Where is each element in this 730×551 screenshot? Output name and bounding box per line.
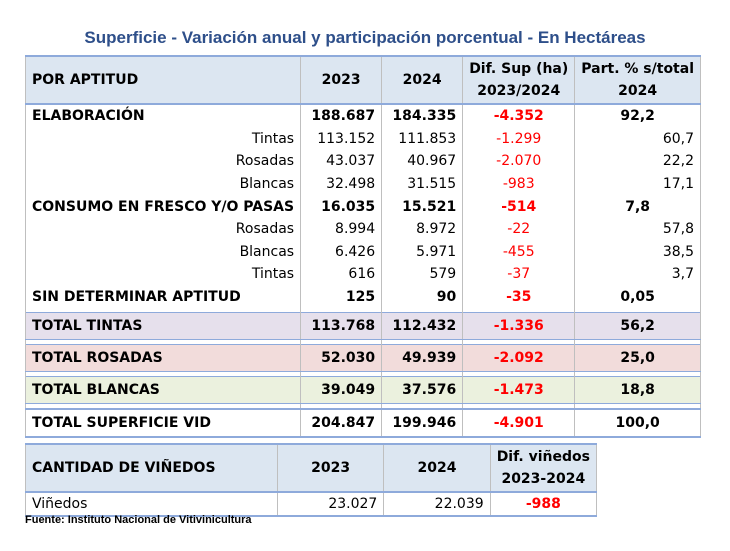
row-dif: -455: [463, 241, 575, 264]
total-2023: 39.049: [301, 377, 382, 404]
header-dif-sup-line2: 2023/2024: [477, 83, 561, 99]
vinedos-header-row: [26, 444, 597, 492]
row-2023: 43.037: [301, 150, 382, 173]
header-cantidad-vinedos: CANTIDAD DE VIÑEDOS: [26, 444, 278, 492]
row-2023: 23.027: [277, 492, 383, 516]
header-dif-sup: [463, 56, 575, 104]
header-2024: 2024: [384, 444, 490, 492]
total-2023: 52.030: [301, 345, 382, 372]
total-label: TOTAL TINTAS: [26, 313, 301, 340]
header-part: [575, 56, 701, 104]
row-2024: 31.515: [382, 173, 463, 196]
row-part: 22,2: [575, 150, 701, 173]
total-label: TOTAL ROSADAS: [26, 345, 301, 372]
row-2024: 8.972: [382, 218, 463, 241]
header-part-line1: Part. % s/total: [581, 61, 694, 77]
row-dif: -514: [463, 195, 575, 218]
row-2023: 6.426: [301, 241, 382, 264]
row-2023: 188.687: [301, 104, 382, 128]
table-row: [26, 286, 701, 309]
total-label: TOTAL SUPERFICIE VID: [26, 409, 301, 437]
total-part: 56,2: [575, 313, 701, 340]
table-row: [26, 195, 701, 218]
row-dif: -2.070: [463, 150, 575, 173]
row-dif: -4.352: [463, 104, 575, 128]
total-row-superficie: [26, 409, 701, 437]
table-row: [26, 150, 701, 173]
row-part: 0,05: [575, 286, 701, 309]
total-row-rosadas: [26, 345, 701, 372]
page-title: Superficie - Variación anual y participación porcentual - En Hectáreas: [84, 28, 646, 47]
row-2023: 16.035: [301, 195, 382, 218]
row-part: 7,8: [575, 195, 701, 218]
header-dif-vinedos-line1: Dif. viñedos: [496, 449, 590, 465]
header-part-line2: 2024: [618, 83, 658, 99]
table-row: [26, 218, 701, 241]
total-part: 18,8: [575, 377, 701, 404]
row-2024: 184.335: [382, 104, 463, 128]
row-label: Viñedos: [26, 492, 278, 516]
row-part: 3,7: [575, 263, 701, 286]
row-2024: 90: [382, 286, 463, 309]
header-2023: 2023: [301, 56, 382, 104]
row-label: Rosadas: [26, 150, 301, 173]
total-row-blancas: [26, 377, 701, 404]
total-dif: -2.092: [463, 345, 575, 372]
row-label: Tintas: [26, 128, 301, 151]
row-label: SIN DETERMINAR APTITUD: [26, 286, 301, 309]
total-part: 100,0: [575, 409, 701, 437]
table-row: [26, 241, 701, 264]
total-dif: -4.901: [463, 409, 575, 437]
row-dif: -35: [463, 286, 575, 309]
total-row-tintas: [26, 313, 701, 340]
total-2024: 112.432: [382, 313, 463, 340]
row-part: 60,7: [575, 128, 701, 151]
row-label: Rosadas: [26, 218, 301, 241]
total-dif: -1.336: [463, 313, 575, 340]
row-2024: 579: [382, 263, 463, 286]
total-2023: 204.847: [301, 409, 382, 437]
header-por-aptitud: POR APTITUD: [26, 56, 301, 104]
header-2023: 2023: [277, 444, 383, 492]
row-label: ELABORACIÓN: [26, 104, 301, 128]
vinedos-table: [25, 443, 597, 517]
row-dif: -1.299: [463, 128, 575, 151]
row-part: 57,8: [575, 218, 701, 241]
row-2023: 616: [301, 263, 382, 286]
total-2024: 37.576: [382, 377, 463, 404]
row-part: 92,2: [575, 104, 701, 128]
row-2023: 125: [301, 286, 382, 309]
row-2023: 113.152: [301, 128, 382, 151]
row-dif: -983: [463, 173, 575, 196]
row-label: Tintas: [26, 263, 301, 286]
table-row: [26, 128, 701, 151]
row-2024: 5.971: [382, 241, 463, 264]
row-part: 38,5: [575, 241, 701, 264]
superficie-table: [25, 55, 701, 438]
table-header-row: [26, 56, 701, 104]
header-dif-vinedos: [490, 444, 596, 492]
row-2024: 15.521: [382, 195, 463, 218]
row-label: Blancas: [26, 173, 301, 196]
table-row: [26, 104, 701, 128]
row-dif: -988: [490, 492, 596, 516]
row-part: 17,1: [575, 173, 701, 196]
total-2024: 199.946: [382, 409, 463, 437]
row-2023: 32.498: [301, 173, 382, 196]
header-dif-sup-line1: Dif. Sup (ha): [469, 61, 569, 77]
source-note: Fuente: Instituto Nacional de Vitivinicultura: [25, 514, 252, 526]
total-2023: 113.768: [301, 313, 382, 340]
row-label: CONSUMO EN FRESCO Y/O PASAS: [26, 195, 301, 218]
row-2024: 111.853: [382, 128, 463, 151]
row-2023: 8.994: [301, 218, 382, 241]
table-row: [26, 173, 701, 196]
row-2024: 22.039: [384, 492, 490, 516]
table-row: [26, 492, 597, 516]
row-dif: -22: [463, 218, 575, 241]
total-label: TOTAL BLANCAS: [26, 377, 301, 404]
total-2024: 49.939: [382, 345, 463, 372]
row-label: Blancas: [26, 241, 301, 264]
row-dif: -37: [463, 263, 575, 286]
header-dif-vinedos-line2: 2023-2024: [501, 471, 586, 487]
row-2024: 40.967: [382, 150, 463, 173]
header-2024: 2024: [382, 56, 463, 104]
table-row: [26, 263, 701, 286]
total-part: 25,0: [575, 345, 701, 372]
total-dif: -1.473: [463, 377, 575, 404]
